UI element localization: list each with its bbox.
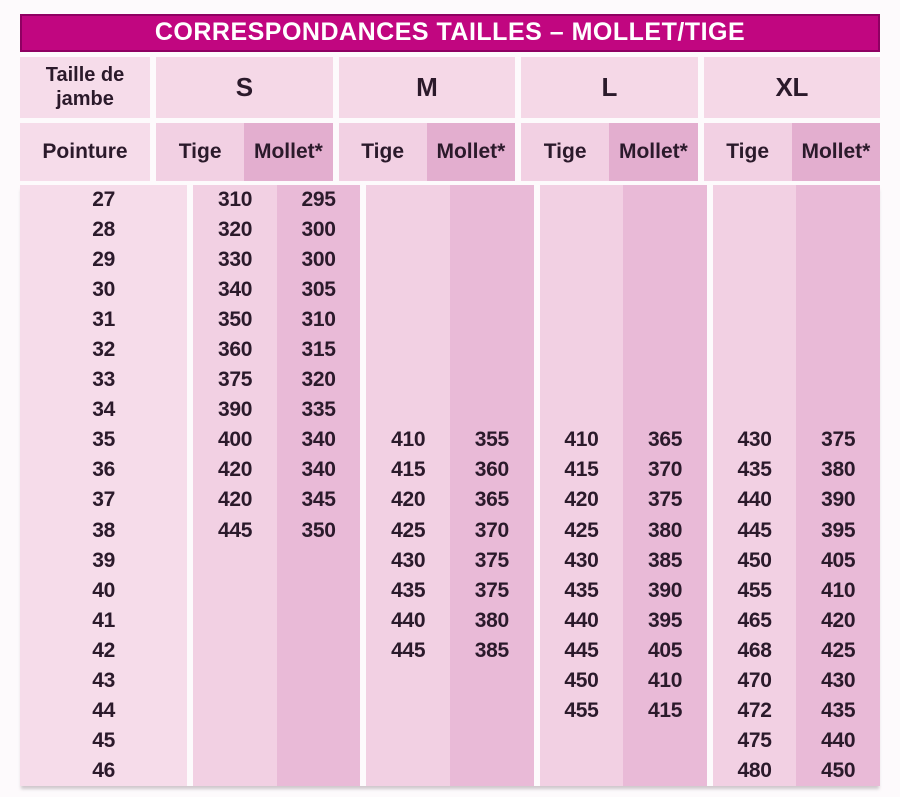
mollet-cell [450, 185, 534, 215]
mollet-cell [450, 395, 534, 425]
tige-cell: 450 [564, 668, 599, 692]
mollet-cell [623, 726, 707, 756]
tige-cell [366, 305, 450, 335]
pointure-cell: 29 [92, 248, 115, 272]
mollet-cell [796, 185, 880, 215]
mollet-header: Mollet* [427, 123, 515, 181]
pointure-cell: 30 [92, 278, 115, 302]
tige-cell: 435 [564, 578, 599, 602]
tige-cell: 415 [564, 458, 599, 482]
mollet-cell [277, 576, 361, 606]
tige-cell [366, 335, 450, 365]
mollet-cell [277, 636, 361, 666]
tige-cell [713, 395, 797, 425]
mollet-cell [277, 756, 361, 786]
mollet-cell [450, 335, 534, 365]
mollet-cell: 345 [301, 488, 336, 512]
l-tige-column [540, 185, 624, 786]
pointure-cell: 43 [92, 668, 115, 692]
mollet-cell [623, 185, 707, 215]
table-body [20, 185, 880, 786]
mollet-cell [623, 245, 707, 275]
mollet-cell [450, 666, 534, 696]
tige-cell: 472 [737, 698, 772, 722]
mollet-cell: 385 [474, 638, 509, 662]
tige-cell [713, 215, 797, 245]
tige-cell [540, 305, 624, 335]
mollet-cell [796, 245, 880, 275]
l-mollet-column [623, 185, 707, 786]
pointure-cell: 28 [92, 218, 115, 242]
tige-cell: 425 [564, 518, 599, 542]
tige-cell [540, 245, 624, 275]
tige-cell: 375 [217, 368, 253, 392]
mollet-cell [623, 305, 707, 335]
size-header-s: S [156, 57, 333, 118]
tige-cell [540, 756, 624, 786]
mollet-cell: 380 [821, 458, 856, 482]
body-group-m [366, 185, 533, 786]
mollet-cell [623, 275, 707, 305]
mollet-cell: 355 [474, 428, 509, 452]
tige-cell [713, 365, 797, 395]
tige-cell [366, 696, 450, 726]
tige-cell: 410 [391, 428, 426, 452]
mollet-cell [277, 546, 361, 576]
pointure-cell: 31 [92, 308, 115, 332]
tige-cell: 455 [737, 578, 772, 602]
size-header-l: L [521, 57, 698, 118]
tige-cell [193, 636, 277, 666]
tige-cell: 400 [217, 428, 253, 452]
mollet-cell: 365 [474, 488, 509, 512]
mollet-cell [623, 365, 707, 395]
mollet-cell: 435 [821, 698, 856, 722]
mollet-cell [277, 666, 361, 696]
tige-cell [366, 215, 450, 245]
tige-cell: 440 [391, 608, 426, 632]
mollet-cell: 340 [301, 458, 336, 482]
mollet-cell: 310 [301, 308, 336, 332]
pointure-cell: 45 [92, 728, 115, 752]
tige-cell: 470 [737, 668, 772, 692]
mollet-cell [796, 305, 880, 335]
tige-header: Tige [156, 123, 244, 181]
size-header-xl: XL [704, 57, 881, 118]
tige-cell: 440 [737, 488, 772, 512]
pointure-cell: 27 [92, 188, 115, 212]
tige-cell [366, 666, 450, 696]
mollet-cell [796, 275, 880, 305]
tige-cell: 390 [217, 398, 253, 422]
mollet-cell [796, 365, 880, 395]
subheader-group-l [521, 123, 698, 181]
m-tige-column [366, 185, 450, 786]
mollet-cell: 315 [301, 338, 336, 362]
mollet-cell: 385 [647, 548, 683, 572]
mollet-cell: 375 [474, 578, 509, 602]
tige-cell: 435 [737, 458, 772, 482]
tige-cell [540, 335, 624, 365]
pointure-column [20, 185, 187, 786]
tige-cell [540, 215, 624, 245]
pointure-cell: 46 [92, 758, 115, 782]
mollet-cell: 320 [301, 368, 336, 392]
pointure-cell: 33 [92, 368, 115, 392]
tige-cell [366, 245, 450, 275]
mollet-cell: 300 [301, 218, 336, 242]
mollet-cell: 450 [821, 758, 856, 782]
body-group-l [540, 185, 707, 786]
mollet-cell [450, 245, 534, 275]
tige-cell [193, 666, 277, 696]
tige-cell: 445 [564, 638, 599, 662]
tige-cell [193, 756, 277, 786]
mollet-cell: 305 [301, 278, 336, 302]
mollet-cell: 405 [821, 548, 856, 572]
pointure-cell: 34 [92, 398, 115, 422]
tige-cell [366, 395, 450, 425]
leg-size-header: Taille de jambe [20, 57, 150, 118]
tige-cell [713, 275, 797, 305]
subheader-group-s [156, 123, 333, 181]
tige-cell: 340 [217, 278, 253, 302]
mollet-cell: 350 [301, 518, 336, 542]
mollet-cell: 425 [821, 638, 856, 662]
size-group-header-row [20, 57, 880, 118]
tige-cell [713, 185, 797, 215]
tige-cell: 430 [391, 548, 426, 572]
tige-cell [540, 365, 624, 395]
mollet-cell [450, 726, 534, 756]
mollet-cell [277, 696, 361, 726]
tige-cell: 420 [564, 488, 599, 512]
pointure-cell: 41 [92, 608, 115, 632]
sub-header-row [20, 123, 880, 181]
tige-cell [366, 185, 450, 215]
s-tige-column [193, 185, 277, 786]
pointure-cell: 36 [92, 458, 115, 482]
pointure-cell: 35 [92, 428, 115, 452]
tige-cell: 410 [564, 428, 599, 452]
tige-cell [366, 365, 450, 395]
mollet-cell: 375 [647, 488, 683, 512]
tige-cell [193, 726, 277, 756]
tige-cell: 450 [737, 548, 772, 572]
mollet-cell [450, 756, 534, 786]
pointure-cell: 42 [92, 638, 115, 662]
mollet-cell [796, 395, 880, 425]
tige-cell: 455 [564, 698, 599, 722]
mollet-cell: 335 [301, 398, 336, 422]
mollet-cell: 365 [647, 428, 683, 452]
tige-cell [193, 696, 277, 726]
tige-cell: 420 [391, 488, 426, 512]
mollet-cell [450, 696, 534, 726]
mollet-cell [450, 215, 534, 245]
tige-cell: 445 [391, 638, 426, 662]
xl-mollet-column [796, 185, 880, 786]
mollet-cell: 415 [647, 698, 683, 722]
mollet-cell: 430 [821, 668, 856, 692]
mollet-cell [623, 335, 707, 365]
pointure-header: Pointure [20, 123, 150, 181]
mollet-cell: 395 [821, 518, 856, 542]
tige-cell: 360 [217, 338, 253, 362]
tige-cell: 445 [217, 518, 253, 542]
tige-cell [540, 185, 624, 215]
tige-header: Tige [521, 123, 609, 181]
tige-cell [193, 606, 277, 636]
tige-cell: 425 [391, 518, 426, 542]
tige-cell: 475 [737, 728, 772, 752]
mollet-cell: 360 [474, 458, 509, 482]
tige-cell: 468 [737, 638, 772, 662]
tige-cell: 430 [564, 548, 599, 572]
tige-cell: 415 [391, 458, 426, 482]
mollet-cell: 375 [474, 548, 509, 572]
body-group-s [193, 185, 360, 786]
pointure-cell: 32 [92, 338, 115, 362]
table-title: CORRESPONDANCES TAILLES – MOLLET/TIGE [20, 14, 880, 52]
tige-cell: 320 [217, 218, 253, 242]
tige-cell: 430 [737, 428, 772, 452]
mollet-cell: 300 [301, 248, 336, 272]
size-header-m: M [339, 57, 516, 118]
m-mollet-column [450, 185, 534, 786]
mollet-cell: 380 [474, 608, 509, 632]
mollet-cell: 395 [647, 608, 683, 632]
tige-cell: 350 [217, 308, 253, 332]
tige-header: Tige [339, 123, 427, 181]
mollet-cell: 420 [821, 608, 856, 632]
mollet-cell [796, 335, 880, 365]
tige-cell [366, 275, 450, 305]
tige-cell: 480 [737, 758, 772, 782]
tige-cell: 330 [217, 248, 253, 272]
tige-cell: 435 [391, 578, 426, 602]
tige-cell: 465 [737, 608, 772, 632]
mollet-cell: 390 [821, 488, 856, 512]
mollet-cell [623, 395, 707, 425]
mollet-cell [623, 756, 707, 786]
pointure-cell: 38 [92, 518, 115, 542]
tige-cell: 445 [737, 518, 772, 542]
mollet-cell: 340 [301, 428, 336, 452]
tige-cell [366, 756, 450, 786]
mollet-cell: 375 [821, 428, 856, 452]
xl-tige-column [713, 185, 797, 786]
tige-cell: 420 [217, 488, 253, 512]
mollet-cell [450, 275, 534, 305]
mollet-header: Mollet* [609, 123, 697, 181]
mollet-cell: 370 [474, 518, 509, 542]
tige-cell [193, 546, 277, 576]
tige-cell [193, 576, 277, 606]
mollet-cell: 295 [301, 188, 336, 212]
mollet-cell [796, 215, 880, 245]
tige-cell [540, 726, 624, 756]
mollet-cell [277, 606, 361, 636]
tige-cell [713, 245, 797, 275]
mollet-cell: 410 [647, 668, 683, 692]
subheader-group-xl [704, 123, 881, 181]
tige-cell: 440 [564, 608, 599, 632]
tige-cell [540, 395, 624, 425]
pointure-cell: 39 [92, 548, 115, 572]
mollet-cell: 440 [821, 728, 856, 752]
mollet-header: Mollet* [792, 123, 880, 181]
tige-cell [713, 305, 797, 335]
mollet-cell: 390 [647, 578, 683, 602]
mollet-cell: 370 [647, 458, 683, 482]
tige-cell [366, 726, 450, 756]
s-mollet-column [277, 185, 361, 786]
pointure-cell: 40 [92, 578, 115, 602]
tige-cell [713, 335, 797, 365]
pointure-cell: 37 [92, 488, 115, 512]
mollet-header: Mollet* [244, 123, 332, 181]
tige-header: Tige [704, 123, 792, 181]
mollet-cell: 380 [647, 518, 683, 542]
tige-cell: 310 [217, 188, 253, 212]
mollet-cell [450, 365, 534, 395]
tige-cell: 420 [217, 458, 253, 482]
tige-cell [540, 275, 624, 305]
mollet-cell [623, 215, 707, 245]
mollet-cell: 410 [821, 578, 856, 602]
pointure-cell: 44 [92, 698, 115, 722]
mollet-cell [450, 305, 534, 335]
mollet-cell [277, 726, 361, 756]
mollet-cell: 405 [647, 638, 683, 662]
body-group-xl [713, 185, 880, 786]
subheader-group-m [339, 123, 516, 181]
